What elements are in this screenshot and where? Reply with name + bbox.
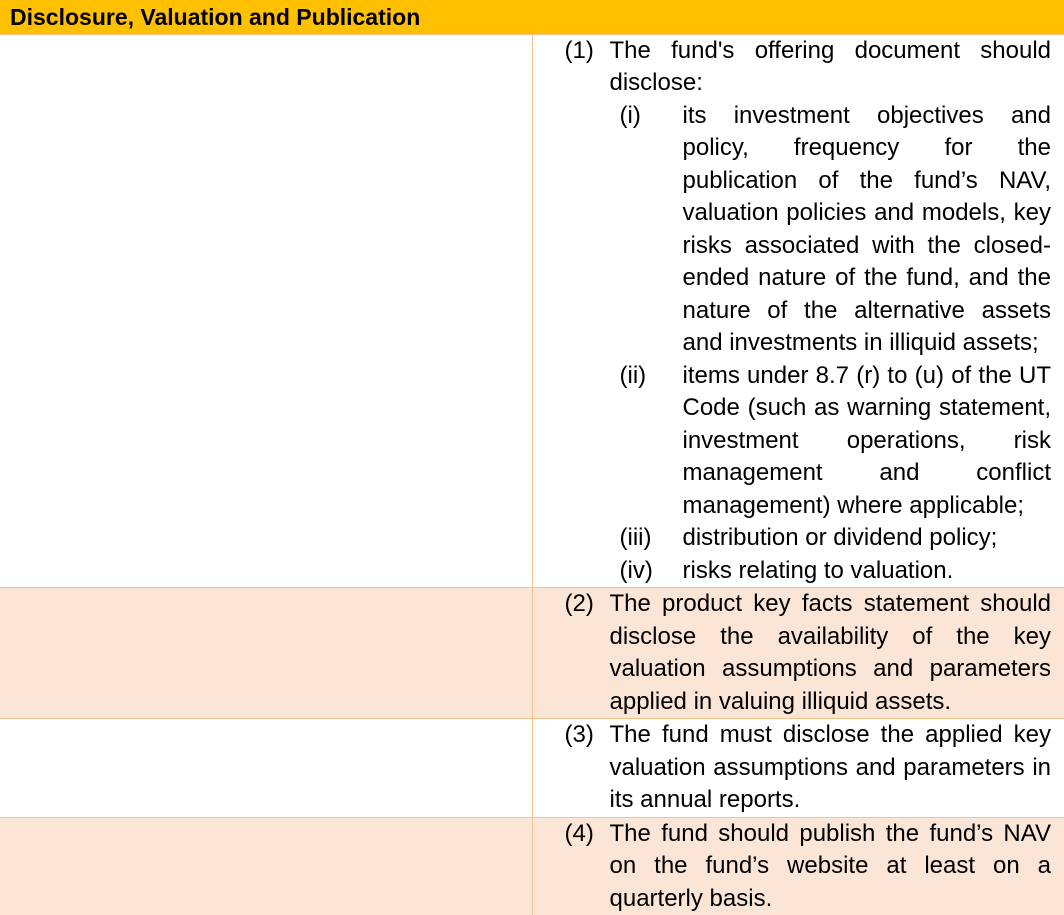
sub-item-text: risks relating to valuation. [683, 555, 1052, 588]
point-number: (4) [565, 818, 610, 915]
sub-item-number: (iv) [620, 555, 683, 588]
section-title: Disclosure, Valuation and Publication [0, 0, 1064, 34]
table-row [0, 34, 1064, 588]
content-cell [532, 588, 1064, 719]
point-text: The product key facts statement should disclose the availability of the key valuation assumptions and parameters applied in valuing illiquid assets. [610, 588, 1052, 718]
point-text: The fund's offering document should disclose: [610, 35, 1052, 100]
sub-item-ii [533, 360, 1064, 523]
point-2 [533, 588, 1064, 718]
point-number: (1) [565, 35, 610, 100]
sub-item-number: (iii) [620, 522, 683, 555]
left-column-cell [0, 588, 532, 719]
table-row [0, 719, 1064, 818]
sub-item-i [533, 100, 1064, 360]
sub-item-iii [533, 522, 1064, 555]
content-cell [532, 817, 1064, 915]
sub-item-text: items under 8.7 (r) to (u) of the UT Code (such as warning statement, investment operations, risk management and conflict management) where applicable; [683, 360, 1052, 523]
left-column-cell [0, 719, 532, 818]
point-4 [533, 818, 1064, 915]
point-1 [533, 35, 1064, 100]
table-row [0, 817, 1064, 915]
point-text: The fund should publish the fund’s NAV on the fund’s website at least on a quarterly basis. [610, 818, 1052, 915]
header-row [0, 0, 1064, 34]
point-number: (2) [565, 588, 610, 718]
content-cell [532, 719, 1064, 818]
sub-item-text: its investment objectives and policy, frequency for the publication of the fund’s NAV, valuation policies and models, key risks associated with the closed-ended nature of the fund, and the nature of the alternative assets and investments in illiquid assets; [683, 100, 1052, 360]
point-number: (3) [565, 719, 610, 817]
sub-item-text: distribution or dividend policy; [683, 522, 1052, 555]
left-column-cell [0, 34, 532, 588]
table-row [0, 588, 1064, 719]
sub-item-iv [533, 555, 1064, 588]
point-3 [533, 719, 1064, 817]
sub-item-number: (i) [620, 100, 683, 360]
sub-item-number: (ii) [620, 360, 683, 523]
left-column-cell [0, 817, 532, 915]
point-text: The fund must disclose the applied key valuation assumptions and parameters in its annual reports. [610, 719, 1052, 817]
content-cell [532, 34, 1064, 588]
